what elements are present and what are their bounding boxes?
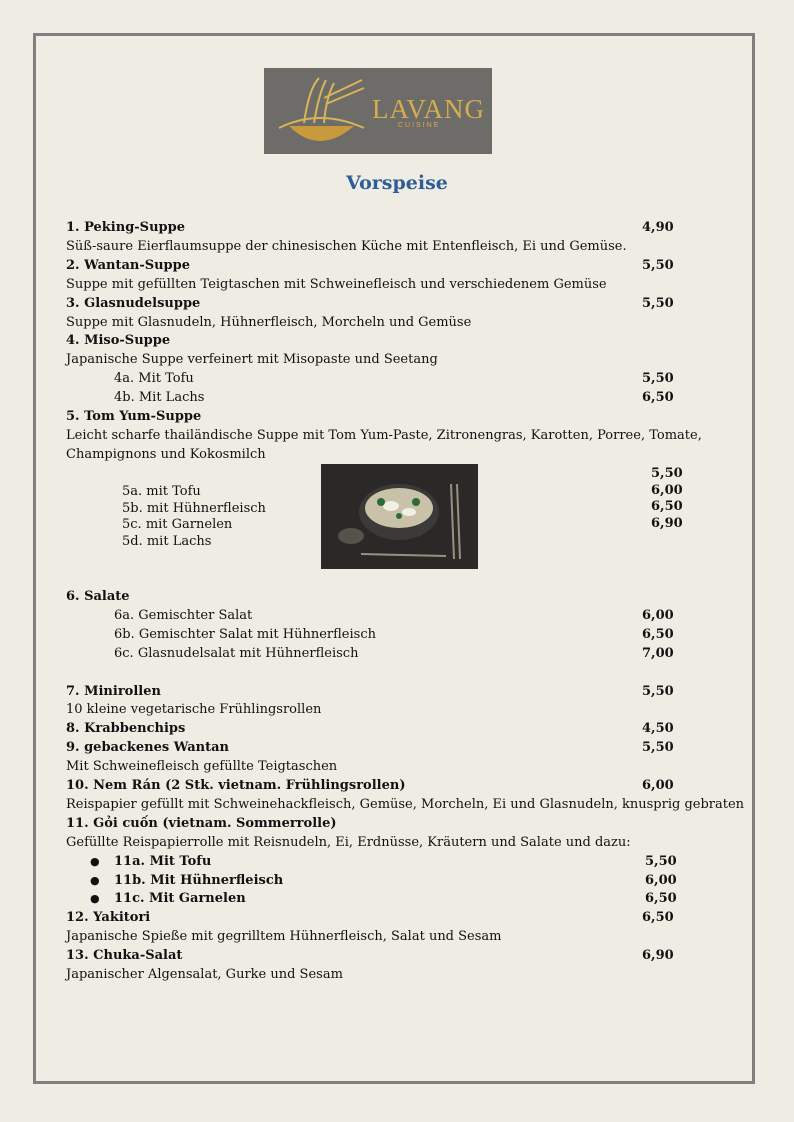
item-name: 12. Yakitori — [66, 910, 151, 926]
bullet-item-name: 11a. Mit Tofu — [114, 853, 212, 869]
soup-photo — [321, 464, 478, 569]
tomyum-sub-item: 5b. mit Hühnerfleisch — [122, 500, 266, 516]
item-price: 5,50 — [642, 683, 674, 699]
item-name: 6. Salate — [66, 589, 130, 604]
tomyum-sub-price: 6,00 — [651, 482, 683, 498]
item-description: Reispapier gefüllt mit Schweinehackfleisch, Gemüse, Morcheln, Ei und Glasnudeln, knusprig gebraten — [66, 796, 745, 812]
item-price: 6,50 — [642, 910, 674, 926]
item-name: 8. Krabbenchips — [66, 721, 186, 737]
sub-item-price: 6,00 — [642, 607, 674, 623]
item-description: Süß-saure Eierflaumsuppe der chinesischen Küche mit Entenfleisch, Ei und Gemüse. — [66, 238, 627, 254]
bullet-item-price: 5,50 — [645, 853, 677, 869]
item-description: Japanische Spieße mit gegrilltem Hühnerfleisch, Salat und Sesam — [66, 929, 502, 945]
tomyum-sub-item: 5c. mit Garnelen — [122, 517, 233, 532]
item-price: 5,50 — [642, 257, 674, 273]
item-name: 4. Miso-Suppe — [66, 333, 171, 349]
tomyum-sub-price: 5,50 — [651, 466, 683, 481]
bullet-icon: ● — [90, 892, 100, 906]
item-name: 5. Tom Yum-Suppe — [66, 409, 202, 424]
tomyum-sub-item: 5a. mit Tofu — [122, 484, 201, 499]
tomyum-sub-item: 5d. mit Lachs — [122, 533, 212, 549]
item-price: 6,90 — [642, 948, 674, 964]
item-name: 9. gebackenes Wantan — [66, 740, 229, 756]
item-description: Suppe mit Glasnudeln, Hühnerfleisch, Morcheln und Gemüse — [66, 314, 472, 330]
bullet-item-name: 11b. Mit Hühnerfleisch — [114, 872, 284, 888]
item-description: Gefüllte Reispapierrolle mit Reisnudeln, Ei, Erdnüsse, Kräutern und Salate und dazu: — [66, 834, 631, 850]
logo-subtitle: CUISINE — [398, 122, 441, 129]
bullet-item-price: 6,50 — [645, 891, 677, 907]
item-name: 13. Chuka-Salat — [66, 948, 183, 964]
bullet-item-name: 11c. Mit Garnelen — [114, 891, 246, 907]
item-description: Japanischer Algensalat, Gurke und Sesam — [66, 967, 343, 982]
item-price: 4,90 — [642, 220, 674, 235]
tomyum-sub-price: 6,50 — [651, 499, 683, 514]
item-name: 3. Glasnudelsuppe — [66, 295, 201, 311]
sub-item-price: 6,50 — [642, 626, 674, 642]
bullet-icon: ● — [90, 854, 100, 868]
item-name: 1. Peking-Suppe — [66, 220, 185, 235]
sub-item-name: 6c. Glasnudelsalat mit Hühnerfleisch — [114, 645, 359, 661]
bullet-item-price: 6,00 — [645, 872, 677, 888]
sub-item-price: 6,50 — [642, 390, 674, 406]
item-price: 5,50 — [642, 740, 674, 756]
sub-item-name: 4b. Mit Lachs — [114, 390, 205, 406]
item-description: Japanische Suppe verfeinert mit Misopaste und Seetang — [66, 352, 438, 368]
item-description: Leicht scharfe thailändische Suppe mit Tom Yum-Paste, Zitronengras, Karotten, Porree, Tomate, — [66, 427, 702, 443]
tomyum-sub-price: 6,90 — [651, 515, 683, 531]
item-price: 5,50 — [642, 295, 674, 311]
sub-item-name: 4a. Mit Tofu — [114, 371, 194, 387]
sub-item-price: 7,00 — [642, 645, 674, 661]
logo-title: LAVANG — [372, 94, 486, 124]
item-name: 7. Minirollen — [66, 683, 161, 699]
sub-item-name: 6a. Gemischter Salat — [114, 607, 253, 623]
page-title: Vorspeise — [346, 172, 448, 194]
sub-item-name: 6b. Gemischter Salat mit Hühnerfleisch — [114, 626, 376, 642]
item-description: Suppe mit gefüllten Teigtaschen mit Schweinefleisch und verschiedenem Gemüse — [66, 276, 607, 292]
item-description: Champignons und Kokosmilch — [66, 446, 266, 462]
item-description: 10 kleine vegetarische Frühlingsrollen — [66, 702, 322, 718]
item-price: 4,50 — [642, 721, 674, 737]
item-name: 11. Gỏi cuốn (vietnam. Sommerrolle) — [66, 815, 337, 831]
bullet-icon: ● — [90, 873, 100, 887]
item-description: Mit Schweinefleisch gefüllte Teigtaschen — [66, 759, 338, 775]
item-name: 10. Nem Rán (2 Stk. vietnam. Frühlingsrollen) — [66, 778, 406, 793]
sub-item-price: 5,50 — [642, 371, 674, 387]
item-price: 6,00 — [642, 778, 674, 793]
item-name: 2. Wantan-Suppe — [66, 257, 191, 273]
